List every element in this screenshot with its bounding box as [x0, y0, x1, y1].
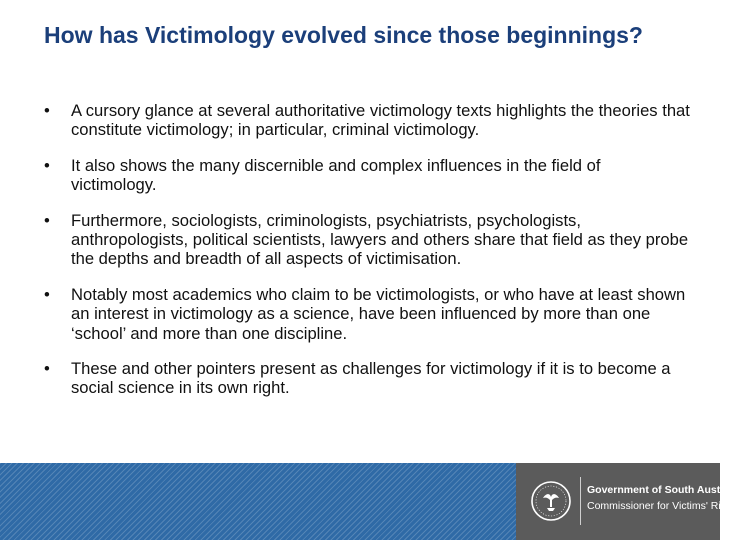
south-australia-crest-icon	[530, 480, 572, 522]
bullet-text: A cursory glance at several authoritative victimology texts highlights the theories that constitute victimology; in particular, criminal victimology.	[71, 101, 690, 140]
bullet-item	[44, 156, 690, 195]
bullet-marker-icon: •	[44, 155, 50, 175]
bullet-marker-icon: •	[44, 284, 50, 304]
bullet-item	[44, 101, 690, 140]
bullet-list	[44, 101, 690, 398]
bullet-text: It also shows the many discernible and complex influences in the field of victimology.	[71, 155, 601, 195]
bullet-marker-icon: •	[44, 210, 50, 230]
logo-divider	[580, 477, 581, 525]
bullet-item	[44, 359, 690, 398]
slide-title: How has Victimology evolved since those beginnings?	[44, 22, 643, 48]
bullet-marker-icon: •	[44, 359, 50, 379]
bullet-text: Furthermore, sociologists, criminologists, psychiatrists, psychologists, anthropologists, political scientists, lawyers and others share that field as they probe the depths and breadth of all aspects of victimisation.	[71, 210, 689, 269]
bullet-text: These and other pointers present as challenges for victimology if it is to become a social science in its own right.	[71, 359, 671, 398]
government-name: Government of South Australia	[587, 484, 742, 496]
bullet-marker-icon: •	[44, 101, 50, 120]
government-logo	[516, 463, 742, 540]
bullet-item	[44, 285, 690, 343]
department-name: Commissioner for Victims' Rights	[587, 500, 741, 512]
bullet-text: Notably most academics who claim to be victimologists, or who have at least shown an interest in victimology as a science, have been influenced by more than one ‘school’ and more than one discipline.	[71, 284, 686, 343]
bullet-item	[44, 211, 690, 269]
